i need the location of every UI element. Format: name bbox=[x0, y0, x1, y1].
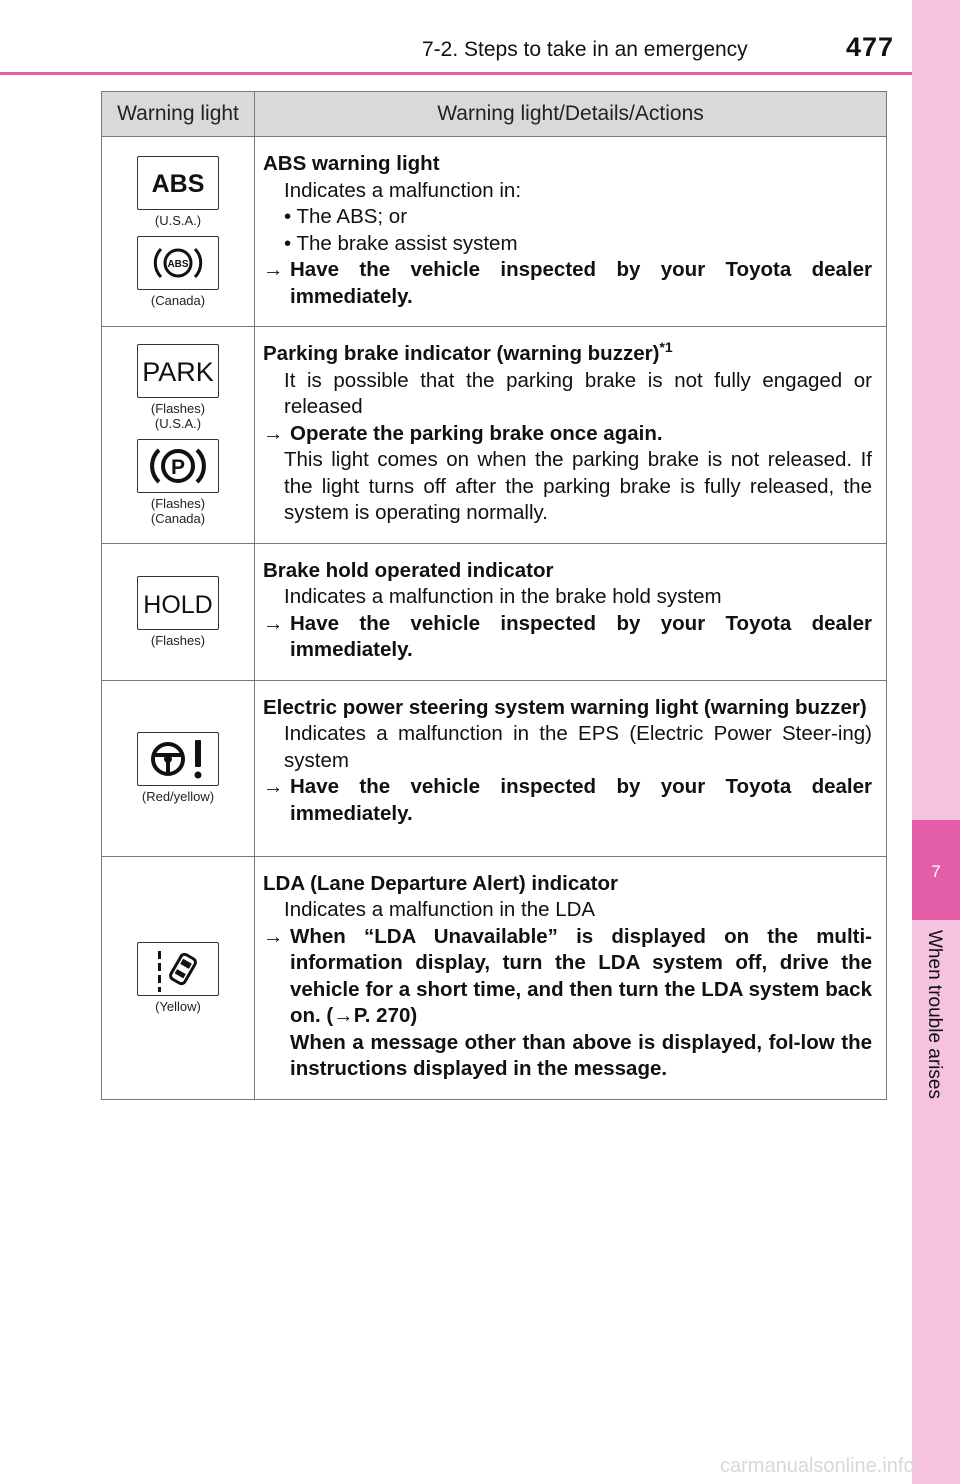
details-cell bbox=[255, 543, 887, 680]
table-row bbox=[102, 543, 887, 680]
warning-title bbox=[263, 341, 872, 368]
action-item bbox=[263, 924, 872, 1083]
details-cell bbox=[255, 856, 887, 1099]
action-item bbox=[263, 611, 872, 664]
svg-text:P: P bbox=[170, 455, 186, 479]
table-header-row bbox=[102, 92, 887, 137]
action-text-part: When a message other than above is displayed, fol-low the instructions displayed in the message. bbox=[290, 1030, 872, 1080]
bullet-item: • The ABS; or bbox=[284, 205, 408, 228]
arrow-glyph: → bbox=[263, 258, 284, 281]
icon-caption: (Flashes) bbox=[150, 632, 206, 648]
warning-title: ABS warning light bbox=[263, 152, 440, 175]
hold-text-icon bbox=[137, 576, 219, 630]
action-item bbox=[263, 257, 872, 310]
detail-text: Indicates a malfunction in the LDA bbox=[284, 898, 596, 921]
svg-text:ABS: ABS bbox=[167, 258, 189, 270]
svg-text:PARK: PARK bbox=[142, 356, 214, 387]
action-text: Have the vehicle inspected by your Toyota dealer immediately. bbox=[290, 258, 872, 308]
arrow-glyph: → bbox=[263, 924, 284, 948]
table-row bbox=[102, 856, 887, 1099]
steering-wheel-warning-icon bbox=[137, 732, 219, 786]
action-item bbox=[263, 774, 872, 827]
column-header-warning-light: Warning light bbox=[102, 92, 255, 137]
detail-text: Indicates a malfunction in the brake hold system bbox=[284, 585, 722, 608]
chapter-title: When trouble arises bbox=[924, 930, 945, 1099]
arrow-glyph: → bbox=[263, 775, 284, 798]
chapter-number: 7 bbox=[931, 862, 941, 881]
lane-departure-icon bbox=[137, 942, 219, 996]
action-text bbox=[290, 924, 872, 1083]
header-rule bbox=[0, 72, 912, 75]
table-row bbox=[102, 327, 887, 544]
arrow-glyph: → bbox=[263, 421, 284, 445]
warning-title: LDA (Lane Departure Alert) indicator bbox=[263, 871, 618, 895]
icon-caption bbox=[102, 401, 254, 431]
action-text: Have the vehicle inspected by your Toyota dealer immediately. bbox=[290, 775, 872, 825]
table-row bbox=[102, 137, 887, 327]
section-title: 7-2. Steps to take in an emergency bbox=[422, 38, 748, 61]
footnote-marker: *1 bbox=[659, 339, 673, 356]
svg-text:HOLD: HOLD bbox=[143, 590, 213, 619]
icon-caption: (Yellow) bbox=[155, 998, 201, 1014]
watermark: carmanualsonline.info bbox=[720, 1455, 915, 1477]
warning-title-text: Parking brake indicator (warning buzzer) bbox=[263, 342, 660, 365]
abs-circle-icon bbox=[137, 236, 219, 290]
arrow-glyph: → bbox=[263, 611, 284, 635]
warning-title: Brake hold operated indicator bbox=[263, 558, 554, 582]
detail-text: It is possible that the parking brake is not fully engaged or released bbox=[284, 368, 872, 418]
abs-text-icon bbox=[137, 156, 219, 210]
icon-caption-line: (Canada) bbox=[150, 510, 206, 526]
action-text: Operate the parking brake once again. bbox=[290, 421, 663, 445]
warning-title: Electric power steering system warning light (warning buzzer) bbox=[263, 695, 867, 719]
details-cell bbox=[255, 327, 887, 544]
park-text-icon bbox=[137, 344, 219, 398]
warning-light-table bbox=[101, 91, 887, 1100]
details-cell bbox=[255, 680, 887, 856]
bullet-item: • The brake assist system bbox=[284, 231, 518, 255]
column-header-details: Warning light/Details/Actions bbox=[255, 92, 887, 137]
svg-text:ABS: ABS bbox=[151, 169, 205, 198]
chapter-side-tab bbox=[912, 0, 960, 1484]
icon-caption-line: (U.S.A.) bbox=[154, 415, 202, 431]
icon-caption-line: (Flashes) bbox=[150, 400, 206, 416]
warning-light-cell bbox=[102, 680, 255, 856]
icon-caption bbox=[102, 496, 254, 526]
warning-light-cell bbox=[102, 327, 255, 544]
page-number: 477 bbox=[846, 32, 895, 62]
park-circle-icon bbox=[137, 439, 219, 493]
warning-light-cell bbox=[102, 856, 255, 1099]
detail-text: This light comes on when the parking brake is not released. If the light turns off after the parking brake is fully released, the system is operating normally. bbox=[284, 448, 872, 524]
icon-caption-line: (Flashes) bbox=[150, 495, 206, 511]
icon-caption: (U.S.A.) bbox=[154, 212, 202, 228]
action-text: Have the vehicle inspected by your Toyota dealer immediately. bbox=[290, 611, 872, 661]
detail-text: Indicates a malfunction in: bbox=[284, 178, 522, 202]
action-text-part: When “LDA Unavailable” is displayed on the multi-information display, turn the LDA system off, drive the vehicle for a short time, and then turn the LDA system back on. (→P. 270) bbox=[290, 924, 872, 1027]
detail-text: Indicates a malfunction in the EPS (Electric Power Steer-ing) system bbox=[284, 722, 872, 772]
icon-caption: (Red/yellow) bbox=[141, 789, 215, 804]
table-row bbox=[102, 680, 887, 856]
icon-caption: (Canada) bbox=[150, 292, 206, 308]
warning-light-cell bbox=[102, 543, 255, 680]
action-item bbox=[263, 421, 872, 448]
details-cell bbox=[255, 137, 887, 327]
warning-light-cell bbox=[102, 137, 255, 327]
